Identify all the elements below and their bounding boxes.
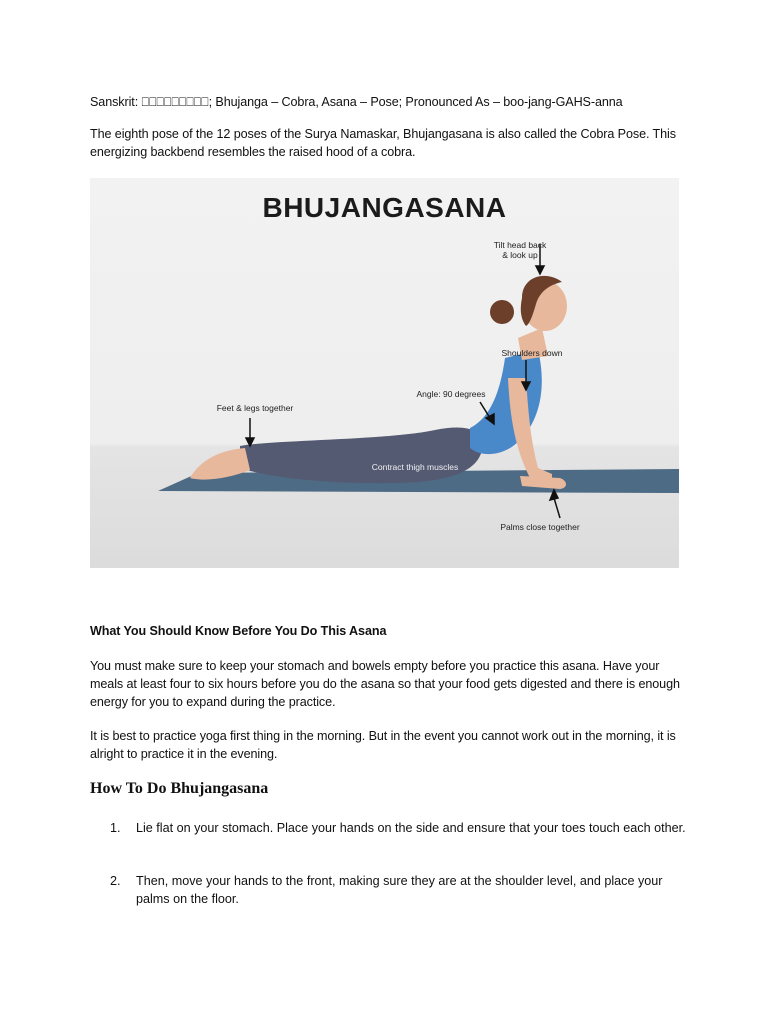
legs: [240, 427, 482, 483]
step-1-number: 1.: [110, 821, 121, 835]
sanskrit-line: Sanskrit: ⎕⎕⎕⎕⎕⎕⎕⎕⎕; Bhujanga – Cobra, Asana – Pose; Pronounced As – boo-jang-GAHS-anna: [90, 95, 623, 109]
hair-bun: [490, 300, 514, 324]
figure-title: BHUJANGASANA: [262, 192, 507, 223]
annotation-head: Tilt head back & look up: [493, 240, 547, 260]
annotation-palms: Palms close together: [500, 522, 580, 532]
annotation-shoulders: Shoulders down: [501, 348, 563, 358]
intro-paragraph: The eighth pose of the 12 poses of the Surya Namaskar, Bhujangasana is also called the Cobra Pose. This energizing backbend resembles the raised hood of a cobra.: [90, 127, 676, 159]
cobra-pose-illustration: [90, 178, 679, 568]
section-heading: What You Should Know Before You Do This Asana: [90, 624, 387, 638]
paragraph-empty-stomach: You must make sure to keep your stomach and bowels empty before you practice this asana. Have your meals at least four to six hours before you do the asana so that your food gets digested and there is enough energy for you to expand during the practice.: [90, 659, 680, 709]
step-2-number: 2.: [110, 874, 121, 888]
how-to-heading: How To Do Bhujangasana: [90, 780, 269, 797]
annotation-thighs: Contract thigh muscles: [371, 462, 459, 472]
step-1-text: Lie flat on your stomach. Place your hands on the side and ensure that your toes touch each other.: [136, 821, 686, 835]
paragraph-best-time: It is best to practice yoga first thing in the morning. But in the event you cannot work out in the morning, it is alright to practice it in the evening.: [90, 729, 676, 761]
pose-figure: [90, 178, 679, 568]
step-2-text: Then, move your hands to the front, making sure they are at the shoulder level, and place your palms on the floor.: [136, 874, 663, 906]
annotation-feet: Feet & legs together: [216, 403, 294, 413]
annotation-angle: Angle: 90 degrees: [416, 389, 486, 399]
